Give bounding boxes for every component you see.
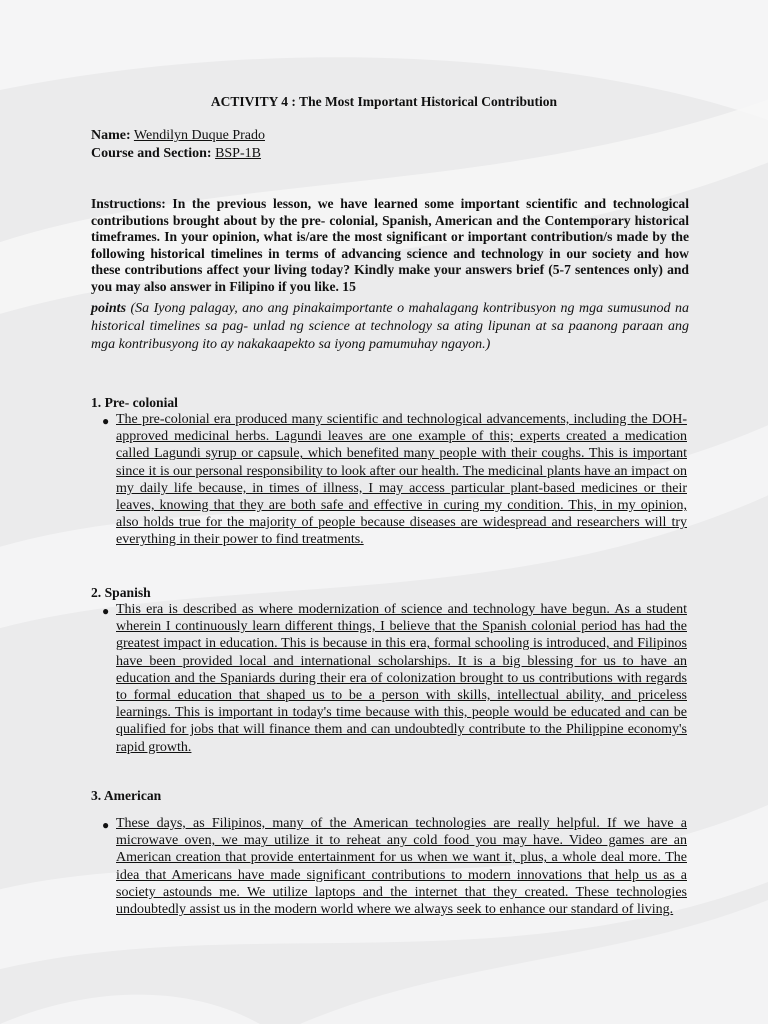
course-value: BSP-1B bbox=[215, 146, 261, 161]
bullet-icon: ● bbox=[102, 818, 110, 832]
points-label: points bbox=[91, 301, 127, 316]
name-value: Wendilyn Duque Prado bbox=[133, 128, 265, 143]
section-heading-spanish: 2. Spanish bbox=[91, 585, 151, 600]
name-label: Name: bbox=[91, 128, 131, 143]
document-title: ACTIVITY 4 : The Most Important Historical Contribution bbox=[210, 94, 558, 109]
section-answer-american: These days, as Filipinos, many of the American technologies are really helpful. If we have a microwave oven, we may utilize it to reheat any cold food you may have. Video games are an American creation that provide entertainment for us when we want it, plus, a whole deal more. The idea that Americans have made significant contributions to modern innovations that help us as a society astounds me. We utilize laptops and the internet that they created. These technologies undoubtedly assist us in the modern world where we always seek to enhance our standard of living. bbox=[116, 816, 687, 918]
bullet-icon: ● bbox=[102, 604, 110, 618]
tagalog-text: (Sa Iyong palagay, ano ang pinakaimportante o mahalagang kontribusyon ng mga sumusunod na historical timelines sa pag- unlad ng science at technology sa ating lipunan at sa paanong paraan ang mga kontribusyong ito ay nakakaapekto sa iyong pamumuhay ngayon.) bbox=[91, 301, 689, 352]
section-answer-spanish: This era is described as where modernization of science and technology have begun. As a student wherein I continuously learn different things, I believe that the Spanish colonial period has had the greatest impact in education. This is because in this era, formal schooling is introduced, and Filipinos have been provided local and international scholarships. It is a big blessing for us to have an education and the Spaniards during their era of colonization brought to us contributions with regards to formal education that shaped us to be a person with skills, intellectual ability, and priceless learnings. This is important in today's time because with this, people would be educated and can be qualified for jobs that will finance them and can undoubtedly contribute to the Philippine economy's rapid growth. bbox=[116, 602, 687, 755]
course-label: Course and Section: bbox=[91, 146, 212, 161]
bullet-icon: ● bbox=[102, 414, 110, 428]
section-heading-precolonial: 1. Pre- colonial bbox=[91, 395, 178, 410]
course-line bbox=[91, 146, 261, 162]
tagalog-instructions bbox=[91, 300, 689, 354]
name-line bbox=[91, 128, 265, 144]
section-heading-american: 3. American bbox=[91, 788, 162, 803]
section-answer-precolonial: The pre-colonial era produced many scientific and technological advancements, including the DOH-approved medicinal herbs. Lagundi leaves are one example of this; experts created a medication called Lagundi syrup or capsule, which benefited many people with their coughs. This is important since it is our personal responsibility to look after our health. The medicinal plants have an impact on my daily life because, in times of illness, I may access particular plant-based medicines or their leaves, knowing that they are both safe and effective in curing my condition. This, in my opinion, also holds true for the majority of people because diseases are widespread and researchers will try everything in their power to find treatments. bbox=[116, 412, 687, 548]
instructions-paragraph: Instructions: In the previous lesson, we have learned some important scientific and technological contributions brought about by the pre- colonial, Spanish, American and the Contemporary historical timeframes. In your opinion, what is/are the most significant or important contribution/s made by the following historical timelines in terms of advancing science and technology in our society and how these contributions affect your living today? Kindly make your answers brief (5-7 sentences only) and you may also answer in Filipino if you like. 15 bbox=[91, 196, 689, 294]
